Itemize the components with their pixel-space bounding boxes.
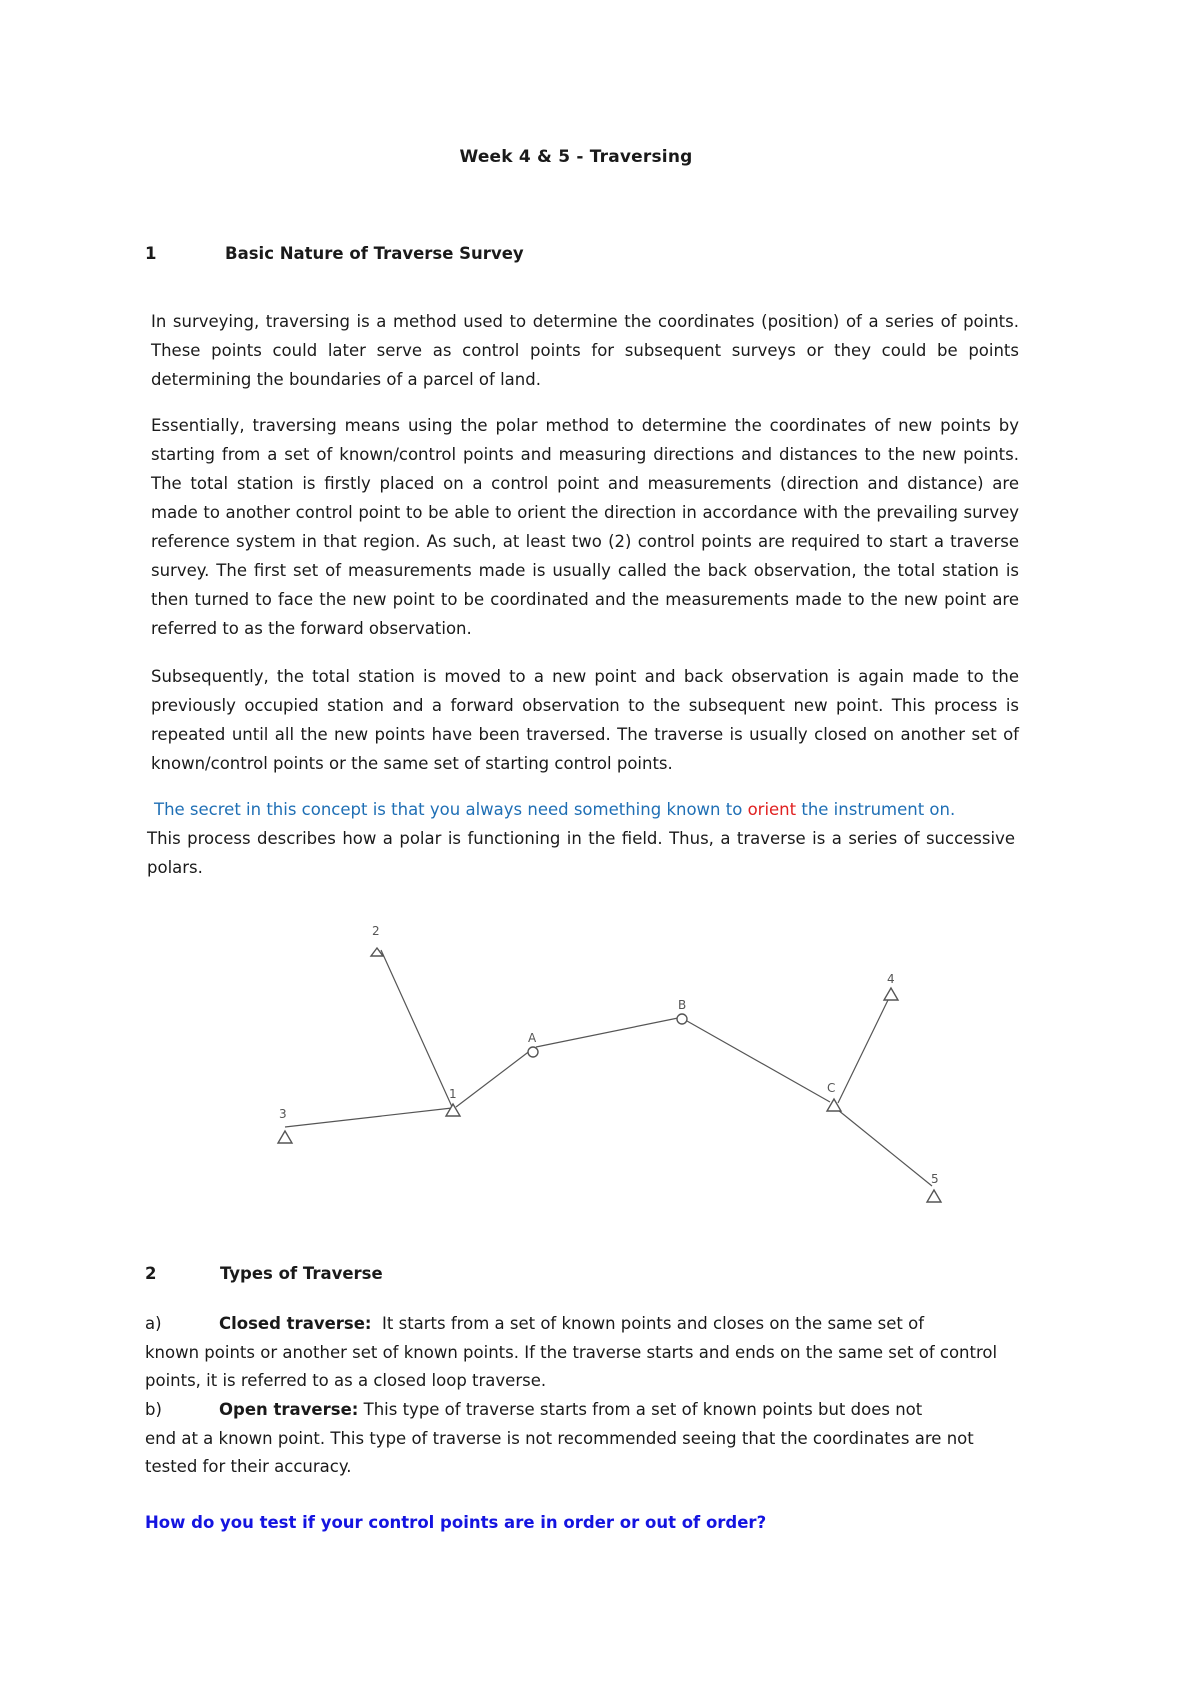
line-C-5	[838, 1110, 932, 1186]
label-A: A	[528, 1031, 537, 1045]
station-B-circle-icon	[677, 1014, 687, 1024]
line-A-B	[536, 1018, 678, 1047]
section-2-number: 2	[145, 1264, 157, 1283]
list-item-open-traverse	[145, 1396, 1005, 1482]
highlight-part-1: The secret in this concept is that you always need something known to	[154, 800, 748, 819]
section-2-heading: Types of Traverse	[220, 1264, 383, 1283]
open-traverse-line-1: This type of traverse starts from a set of known points but does not	[358, 1400, 923, 1419]
section-1-paragraph-2: Essentially, traversing means using the polar method to determine the coordinates of new points by starting from a set of known/control points and measuring directions and distances to the new points. The total station is firstly placed on a control point and measurements (direction and distance) are made to another control point to be able to orient the direction in accordance with the prevailing survey reference system in that region. As such, at least two (2) control points are required to start a traverse survey. The first set of measurements made is usually called the back observation, the total station is then turned to face the new point to be coordinated and the measurements made to the new point are referred to as the forward observation.	[151, 416, 1019, 638]
label-3: 3	[279, 1107, 287, 1121]
label-5: 5	[931, 1172, 939, 1186]
section-1-paragraph-3: Subsequently, the total station is moved to a new point and back observation is again made to the previously occupied station and a forward observation to the subsequent new point. This process is repeated until all the new points have been traversed. The traverse is usually closed on another set of known/control points or the same set of starting control points.	[151, 667, 1019, 773]
highlight-part-2: the instrument on.	[796, 800, 956, 819]
open-traverse-rest: end at a known point. This type of traverse is not recommended seeing that the coordinates are not tested for their accuracy.	[145, 1428, 974, 1476]
line-1-A	[456, 1050, 531, 1107]
closing-question: How do you test if your control points are in order or out of order?	[145, 1513, 767, 1532]
highlight-orient: orient	[747, 800, 797, 819]
line-C-4	[838, 1000, 888, 1103]
section-1-number: 1	[145, 244, 157, 263]
label-C: C	[827, 1081, 836, 1095]
section-1-heading: Basic Nature of Traverse Survey	[225, 244, 524, 263]
station-2-triangle-icon	[371, 948, 383, 956]
line-3-1	[285, 1108, 452, 1127]
station-5-triangle-icon	[927, 1190, 941, 1202]
section-1-paragraph-4: This process describes how a polar is functioning in the field. Thus, a traverse is a series of successive polars.	[147, 829, 1015, 877]
label-B: B	[678, 998, 687, 1012]
closed-traverse-term: Closed traverse:	[219, 1314, 372, 1333]
section-1-paragraph-1: In surveying, traversing is a method used to determine the coordinates (position) of a series of points. These points could later serve as control points for subsequent surveys or they could be points determining the boundaries of a parcel of land.	[151, 312, 1019, 389]
closed-traverse-line-1: It starts from a set of known points and closes on the same set of	[371, 1314, 924, 1333]
label-2: 2	[372, 924, 380, 938]
station-3-triangle-icon	[278, 1131, 292, 1143]
page-title: Week 4 & 5 - Traversing	[459, 147, 693, 167]
closed-traverse-rest: known points or another set of known points. If the traverse starts and ends on the same set of control points, it is referred to as a closed loop traverse.	[145, 1342, 998, 1390]
station-4-triangle-icon	[884, 988, 898, 1000]
line-B-C	[687, 1021, 830, 1102]
line-2-1	[381, 950, 453, 1109]
label-4: 4	[887, 972, 895, 986]
list-label-a: a)	[145, 1314, 162, 1333]
list-item-closed-traverse	[145, 1310, 1005, 1396]
list-label-b: b)	[145, 1400, 162, 1419]
open-traverse-term: Open traverse:	[219, 1400, 359, 1419]
station-A-circle-icon	[528, 1047, 538, 1057]
label-1: 1	[449, 1087, 457, 1101]
